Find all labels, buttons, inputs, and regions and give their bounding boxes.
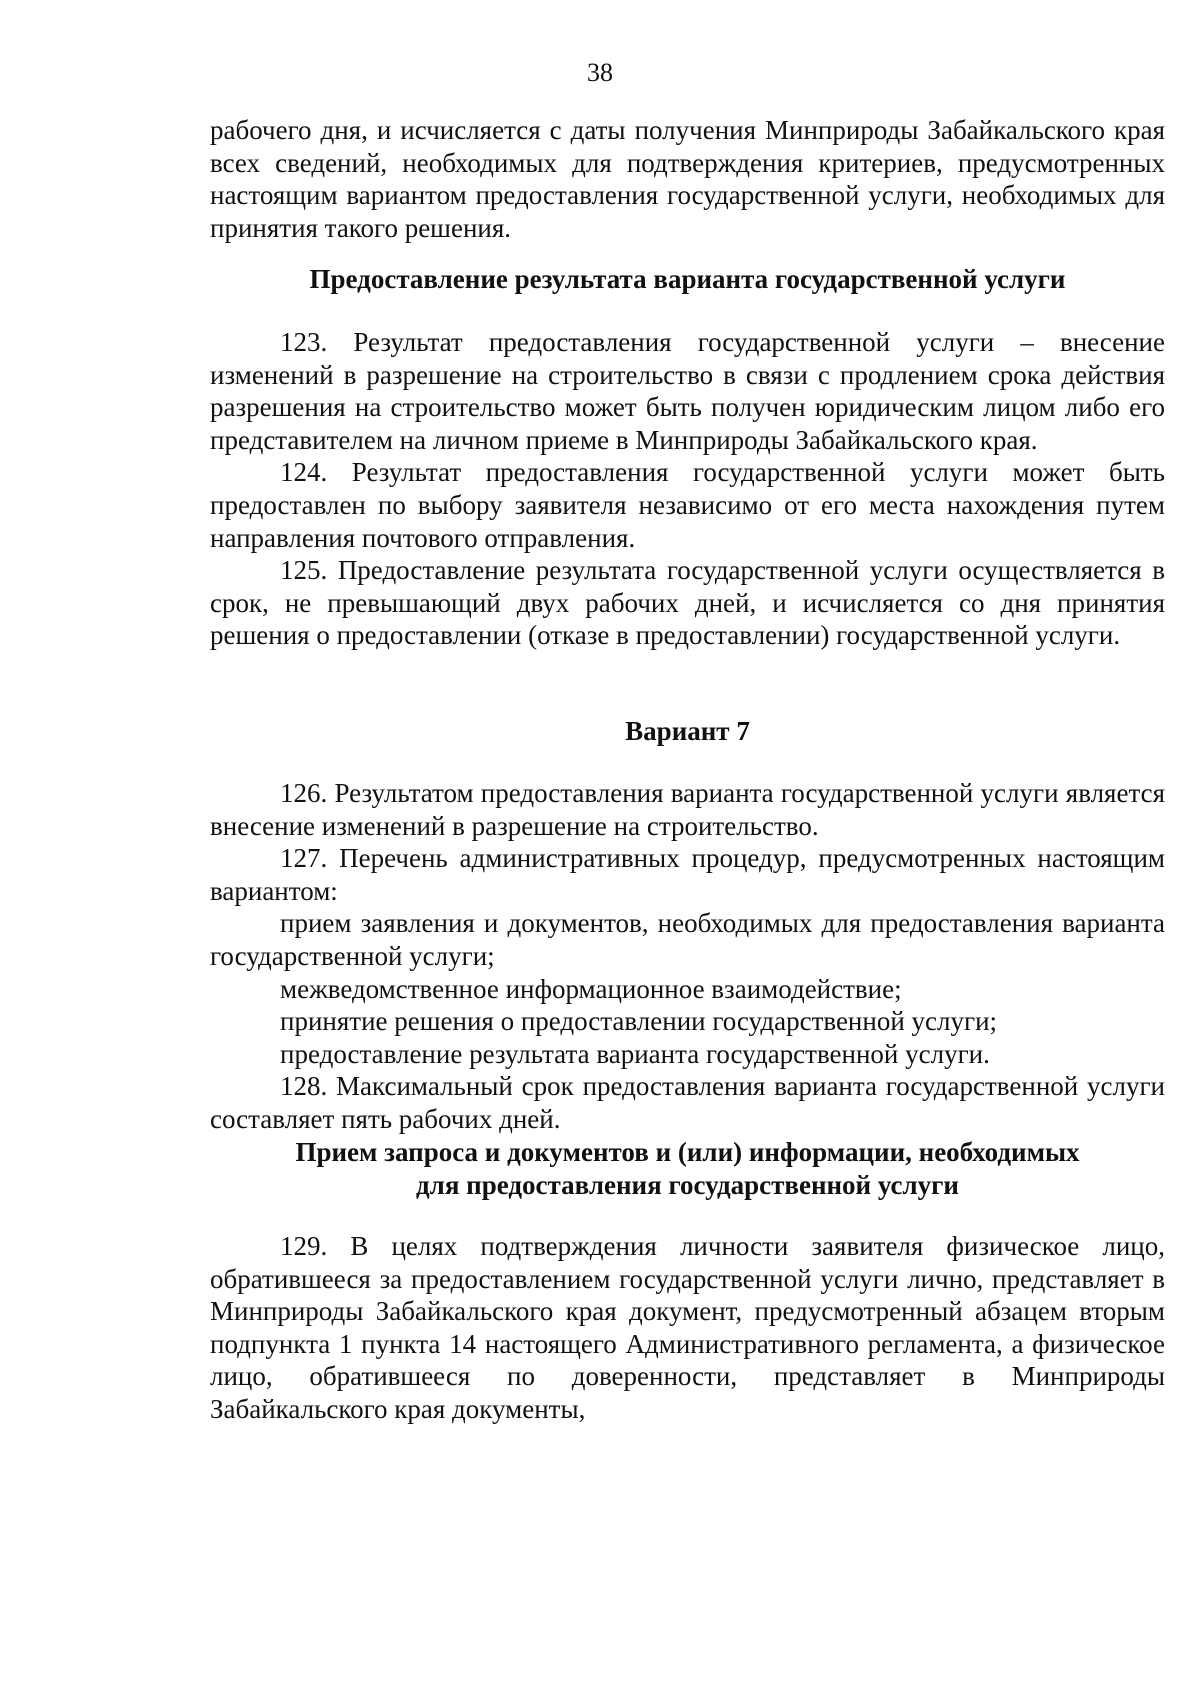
procedure-item-4: предоставление результата варианта государственной услуги. — [280, 1038, 990, 1069]
section-heading-request-intake — [210, 1136, 1165, 1202]
paragraph-125: 125. Предоставление результата государственной услуги осуществляется в срок, не превышающий двух рабочих дней, и исчисляется со дня принятия решения о предоставлении (отказе в предоставлении) государственной услуги. — [210, 555, 1165, 651]
paragraph-127: 127. Перечень административных процедур, предусмотренных настоящим вариантом: — [210, 843, 1165, 906]
heading-line-2: для предоставления государственной услуги — [416, 1170, 959, 1200]
section-heading-result: Предоставление результата варианта государственной услуги — [309, 264, 1066, 294]
paragraph-126: 126. Результатом предоставления варианта государственной услуги является внесение изменений в разрешение на строительство. — [210, 778, 1165, 841]
continued-paragraph-block — [210, 114, 1165, 244]
procedure-item-2: межведомственное информационное взаимодействие; — [280, 973, 902, 1004]
heading-line-1: Прием запроса и документов и (или) информации, необходимых — [295, 1137, 1080, 1167]
paragraph-123: 123. Результат предоставления государственной услуги – внесение изменений в разрешение на строительство в связи с продлением срока действия разрешения на строительство может быть получен юридическим лицом либо его представителем на личном приеме в Минприроды Забайкальского края. — [210, 327, 1165, 455]
page-number: 38 — [587, 58, 613, 87]
paragraph-124: 124. Результат предоставления государственной услуги может быть предоставлен по выбору заявителя независимо от его места нахождения путем направления почтового отправления. — [210, 457, 1165, 553]
paragraph-129-block — [210, 1230, 1165, 1426]
paragraphs-126-128 — [210, 777, 1165, 1136]
paragraph-continuation: рабочего дня, и исчисляется с даты получения Минприроды Забайкальского края всех сведений, необходимых для подтверждения критериев, предусмотренных настоящим вариантом предоставления государственной услуги, необходимых для принятия такого решения. — [210, 115, 1165, 243]
paragraph-129: 129. В целях подтверждения личности заявителя физическое лицо, обратившееся за предоставлением государственной услуги лично, представляет в Минприроды Забайкальского края документ, предусмотренный абзацем вторым подпункта 1 пункта 14 настоящего Административного регламента, а физическое лицо, обратившееся по доверенности, представляет в Минприроды Забайкальского края документы, — [210, 1231, 1165, 1424]
procedure-item-3: принятие решения о предоставлении государственной услуги; — [280, 1006, 998, 1037]
section-heading-variant-7: Вариант 7 — [625, 716, 750, 746]
paragraph-128: 128. Максимальный срок предоставления варианта государственной услуги составляет пять рабочих дней. — [210, 1071, 1165, 1134]
paragraphs-123-125 — [210, 326, 1165, 652]
procedure-item-1: прием заявления и документов, необходимых для предоставления варианта государственной услуги; — [210, 908, 1165, 971]
